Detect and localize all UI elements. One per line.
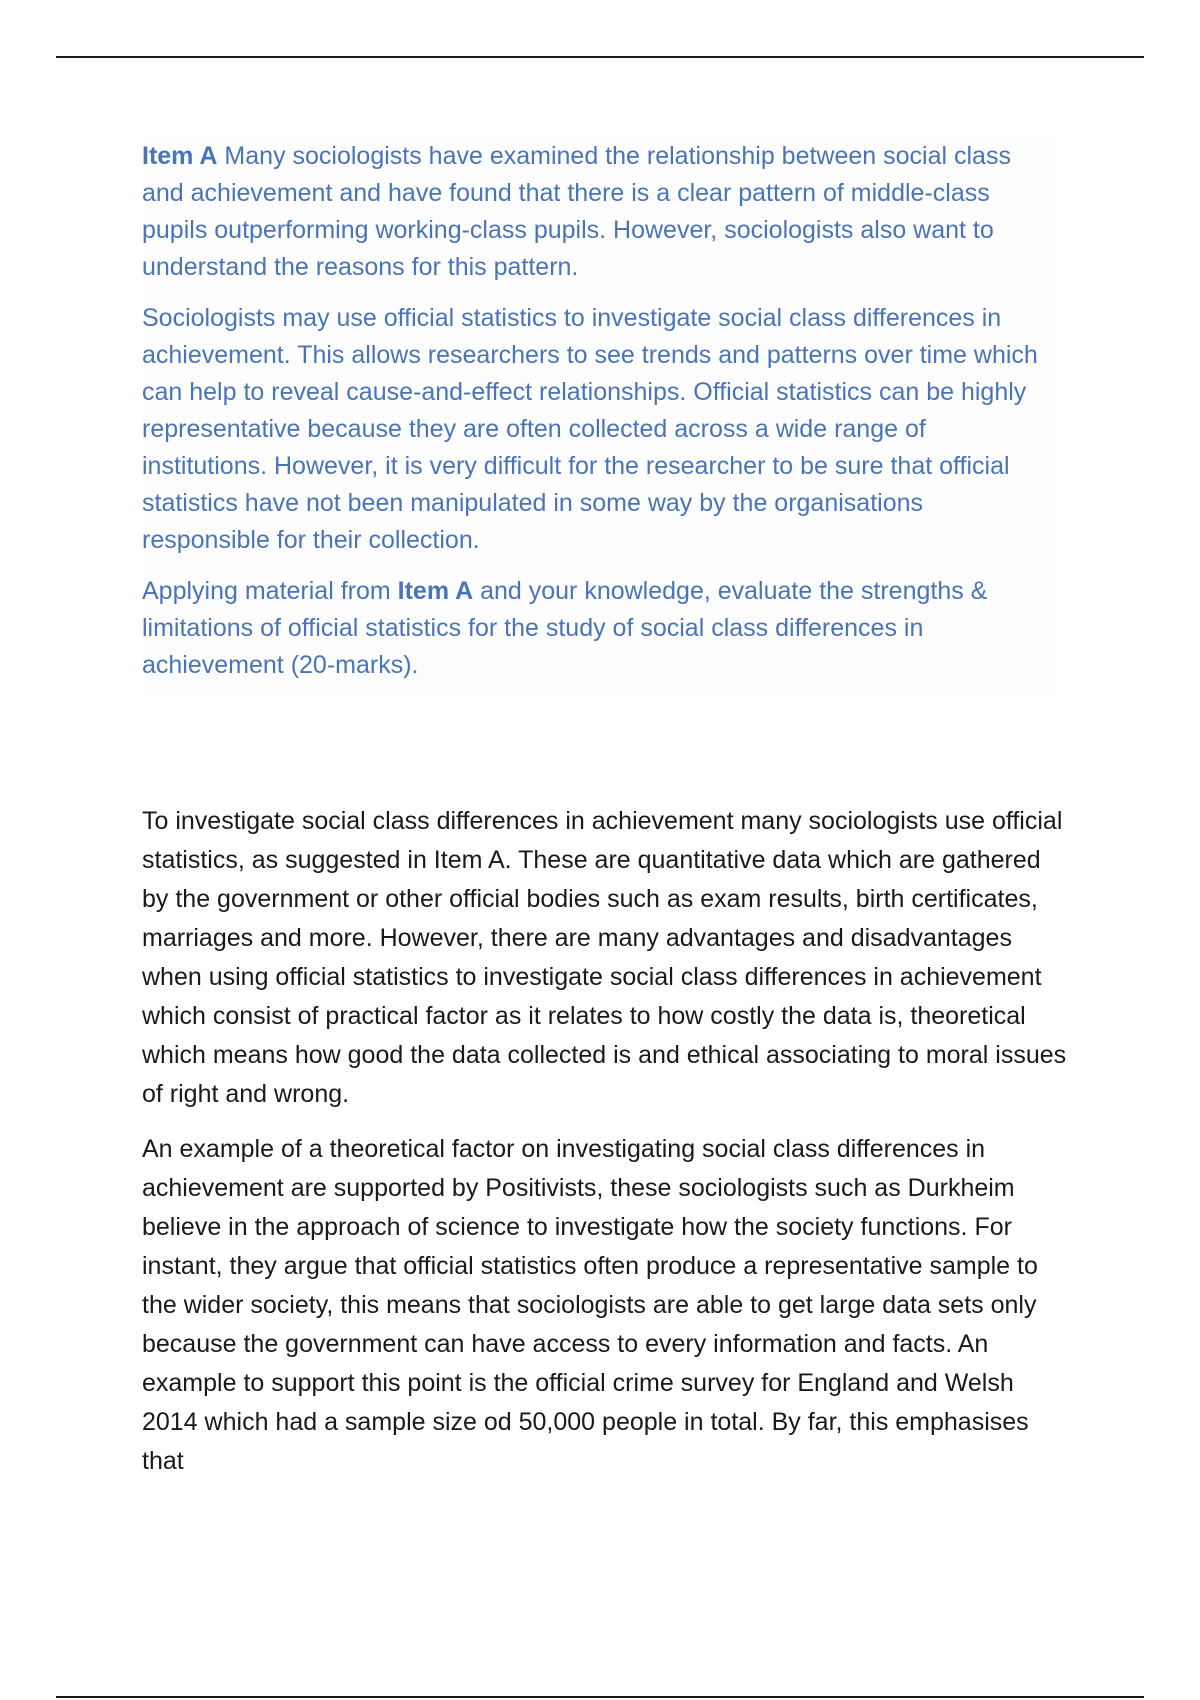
item-a-paragraph-1-text: Many sociologists have examined the relationship between social class and achievement and have found that there is a clear pattern of middle-class pupils outperforming working-class pupils. However, sociologists also want to understand the reasons for this pattern.	[142, 142, 1011, 281]
item-a-box	[142, 138, 1052, 698]
question-prompt-post: and your knowledge, evaluate the strengths & limitations of official statistics for the study of social class differences in achievement (20-marks).	[142, 577, 988, 679]
item-a-paragraph-2: Sociologists may use official statistics to investigate social class differences in achievement. This allows researchers to see trends and patterns over time which can help to reveal cause-and-effect relationships. Official statistics can be highly representative because they are often collected across a wide range of institutions. However, it is very difficult for the researcher to be sure that official statistics have not been manipulated in some way by the organisations responsible for their collection.	[142, 304, 1038, 554]
answer-paragraph-1: To investigate social class differences in achievement many sociologists use official statistics, as suggested in Item A. These are quantitative data which are gathered by the government or other official bodies such as exam results, birth certificates, marriages and more. However, there are many advantages and disadvantages when using official statistics to investigate social class differences in achievement which consist of practical factor as it relates to how costly the data is, theoretical which means how good the data collected is and ethical associating to moral issues of right and wrong.	[142, 807, 1067, 1108]
top-rule	[56, 56, 1144, 58]
bottom-rule	[56, 1696, 1144, 1698]
question-prompt	[142, 573, 1052, 684]
question-prompt-item-label: Item A	[397, 577, 474, 605]
answer-paragraph-2: An example of a theoretical factor on investigating social class differences in achievement are supported by Positivists, these sociologists such as Durkheim believe in the approach of science to investigate how the society functions. For instant, they argue that official statistics often produce a representative sample to the wider society, this means that sociologists are able to get large data sets only because the government can have access to every information and facts. An example to support this point is the official crime survey for England and Welsh 2014 which had a sample size od 50,000 people in total. By far, this emphasises that	[142, 1135, 1038, 1475]
essay-answer	[142, 802, 1067, 1497]
item-a-label: Item A	[142, 142, 218, 170]
question-prompt-pre: Applying material from	[142, 577, 398, 605]
item-a-paragraph-1	[142, 138, 1052, 286]
